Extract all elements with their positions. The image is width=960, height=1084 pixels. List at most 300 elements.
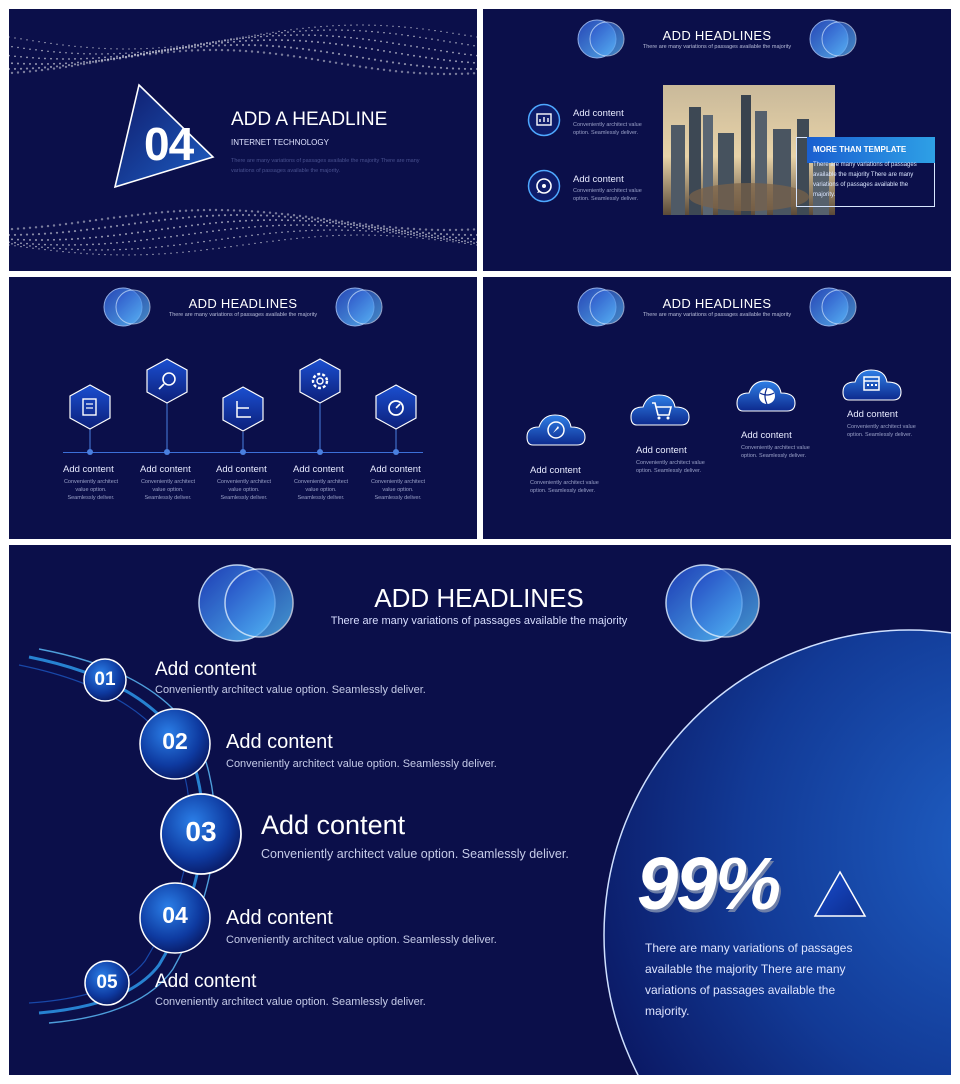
wave-dot (110, 254, 111, 255)
wave-dot (167, 49, 169, 51)
item-desc: Seamlessly deliver. (297, 495, 345, 501)
wave-dot (134, 240, 136, 242)
wave-dot (434, 233, 436, 235)
timeline-item (140, 464, 196, 502)
slide-5 (9, 545, 951, 1075)
wave-dot (239, 209, 241, 211)
wave-dot (284, 34, 286, 36)
wave-dot (116, 48, 117, 49)
wave-dot (428, 48, 430, 50)
wave-dot (167, 51, 169, 53)
wave-dot (206, 215, 208, 217)
wave-dot (62, 251, 63, 252)
cloud-item (530, 465, 599, 495)
wave-dot (74, 46, 75, 47)
wave-dot (356, 234, 357, 235)
wave-dot (341, 220, 343, 222)
wave-dot (266, 225, 268, 227)
wave-dot (281, 54, 283, 56)
item-title: Add content (741, 430, 792, 441)
wave-dot (455, 240, 456, 241)
wave-dot (134, 254, 135, 255)
wave-dot (377, 68, 379, 70)
wave-dot (128, 48, 129, 49)
wave-dot (422, 65, 424, 67)
rings-left-decoration (199, 565, 293, 641)
wave-dot (65, 62, 67, 64)
wave-dot (425, 234, 427, 236)
wave-dot (77, 61, 79, 63)
item-number: 04 (162, 902, 188, 928)
wave-dot (65, 52, 66, 53)
wave-dot (431, 38, 432, 39)
wave-dot (269, 219, 271, 221)
wave-dot (281, 32, 282, 33)
wave-dot (455, 73, 457, 75)
wave-dot (17, 47, 18, 48)
wave-dot (41, 63, 43, 65)
wave-dot (386, 25, 387, 26)
wave-dot (332, 35, 334, 37)
wave-dot (380, 227, 382, 229)
wave-dot (248, 35, 249, 36)
wave-dot (422, 235, 424, 237)
wave-dot (449, 60, 451, 62)
wave-dot (236, 44, 238, 46)
wave-dot (77, 53, 78, 54)
wave-dot (413, 232, 415, 234)
wave-dot (437, 235, 439, 237)
wave-dot (275, 53, 277, 55)
wave-dot (17, 244, 18, 245)
wave-dot (221, 49, 223, 51)
wave-dot (212, 42, 214, 44)
wave-dot (413, 228, 415, 230)
wave-dot (203, 209, 205, 211)
wave-dot (68, 244, 70, 246)
item-title: Add content (573, 108, 624, 119)
wave-dot (461, 43, 462, 44)
wave-dot (287, 54, 289, 56)
percent-body-line: There are many variations of passages (645, 941, 853, 955)
wave-dot (80, 58, 82, 60)
wave-dot (206, 249, 207, 250)
wave-dot (260, 226, 262, 228)
item-desc: option. Seamlessly deliver. (573, 196, 639, 202)
wave-dot (122, 56, 124, 58)
wave-dot (14, 245, 15, 246)
wave-dot (62, 65, 64, 67)
wave-dot (74, 244, 76, 246)
wave-dot (449, 236, 451, 238)
wave-dot (26, 243, 28, 245)
chart-icon (527, 103, 561, 137)
wave-dot (203, 241, 204, 242)
wave-dot (107, 59, 109, 61)
wave-dot (98, 254, 99, 255)
wave-dot (113, 234, 115, 236)
wave-dot (53, 239, 55, 241)
wave-dot (251, 40, 253, 42)
wave-dot (335, 43, 337, 45)
wave-dot (137, 232, 139, 234)
wave-dot (263, 219, 265, 221)
wave-dot (314, 219, 316, 221)
wave-dot (365, 47, 367, 49)
wave-dot (263, 233, 264, 234)
wave-dot (53, 224, 55, 226)
item-title: Add content (226, 731, 333, 753)
wave-dot (83, 61, 85, 63)
wave-dot (131, 232, 133, 234)
wave-dot (329, 42, 331, 44)
wave-dot (374, 25, 375, 26)
wave-dot (236, 214, 238, 216)
wave-dot (401, 231, 403, 233)
wave-dot (9, 244, 10, 245)
wave-dot (452, 239, 454, 241)
wave-dot (26, 247, 27, 248)
item-title: Add content (155, 971, 257, 992)
wave-dot (254, 243, 255, 244)
wave-dot (353, 222, 355, 224)
wave-dot (83, 63, 85, 65)
wave-dot (116, 242, 118, 244)
wave-dot (38, 243, 40, 245)
slide-headline: ADD A HEADLINE (231, 109, 388, 130)
item-desc: value option. (152, 487, 184, 493)
wave-dot (332, 25, 333, 26)
wave-dot (14, 242, 16, 244)
wave-dot (209, 49, 211, 51)
wave-dot (56, 44, 57, 45)
wave-dot (476, 234, 477, 236)
wave-dot (23, 71, 25, 73)
wave-dot (215, 209, 217, 211)
wave-dot (104, 243, 106, 245)
wave-dot (293, 39, 295, 41)
wave-dot (287, 231, 288, 232)
wave-dot (206, 231, 208, 233)
wave-dot (338, 221, 340, 223)
wave-dot (149, 230, 151, 232)
wave-dot (98, 60, 100, 62)
wave-dot (371, 48, 373, 50)
wave-dot (467, 238, 469, 240)
wave-dot (230, 39, 232, 41)
wave-dot (194, 250, 195, 251)
wave-dot (47, 68, 49, 70)
wave-dot (377, 49, 379, 51)
wave-dot (137, 52, 138, 53)
wave-dot (191, 209, 193, 211)
wave-dot (134, 54, 136, 56)
wave-dot (353, 45, 355, 47)
wave-dot (98, 227, 100, 229)
wave-dot (212, 248, 213, 249)
slide-3 (9, 277, 477, 539)
wave-dot (239, 40, 241, 42)
wave-dot (206, 45, 208, 47)
wave-dot (419, 37, 420, 38)
wave-dot (245, 50, 247, 52)
wave-dot (143, 247, 144, 248)
wave-dot (236, 245, 237, 246)
wave-dot (389, 69, 391, 71)
wave-dot (338, 25, 339, 26)
wave-dot (374, 59, 376, 61)
wave-dot (146, 221, 148, 223)
wave-dot (422, 47, 424, 49)
wave-dot (9, 55, 10, 57)
wave-dot (212, 215, 214, 217)
wave-dot (140, 254, 141, 255)
slide-subtitle: There are many variations of passages available the majority (168, 312, 318, 318)
wave-dot (269, 52, 271, 54)
wave-dot (32, 243, 34, 245)
wave-dot (407, 71, 409, 73)
item-desc: option. Seamlessly deliver. (573, 130, 639, 136)
wave-dot (95, 249, 96, 250)
wave-dot (296, 238, 297, 239)
item-desc: Conveniently architect value option. Seamlessly deliver. (226, 758, 497, 770)
wave-dot (410, 45, 412, 47)
wave-dot (344, 222, 346, 224)
wave-dot (107, 235, 109, 237)
wave-dot (317, 59, 319, 61)
list-item (261, 810, 569, 861)
wave-dot (62, 231, 64, 233)
wave-dot (377, 227, 379, 229)
wave-dot (128, 254, 129, 255)
item-desc: Seamlessly deliver. (220, 495, 268, 501)
wave-dot (434, 49, 436, 51)
wave-dot (23, 239, 25, 241)
wave-dot (185, 46, 187, 48)
wave-dot (377, 31, 378, 32)
wave-dot (62, 44, 63, 45)
wave-dot (305, 57, 307, 59)
wave-dot (92, 244, 94, 246)
wave-dot (362, 225, 364, 227)
wave-dot (167, 228, 169, 230)
wave-dot (455, 229, 457, 231)
wave-dot (338, 36, 340, 38)
wave-dot (452, 33, 453, 34)
slide-headline: ADD HEADLINES (188, 296, 298, 311)
wave-dot (461, 241, 462, 242)
wave-dot (149, 212, 151, 214)
wave-dot (38, 41, 39, 42)
wave-dot (65, 248, 66, 249)
wave-dot (392, 42, 394, 44)
wave-dot (47, 239, 49, 241)
wave-dot (344, 36, 346, 38)
wave-dot (449, 239, 450, 240)
wave-dot (107, 53, 108, 54)
wave-dot (476, 241, 477, 243)
wave-dot (278, 35, 280, 37)
item-title: Add content (573, 174, 624, 185)
wave-dot (218, 230, 220, 232)
wave-dot (146, 52, 148, 54)
wave-dot (164, 253, 165, 254)
wave-dot (473, 72, 475, 74)
wave-dot (302, 217, 304, 219)
wave-dot (176, 217, 178, 219)
wave-dot (419, 56, 421, 58)
wave-dot (86, 62, 88, 64)
wave-dot (416, 65, 418, 67)
wave-dot (152, 48, 153, 49)
item-desc: Conveniently architect value option. Seamlessly deliver. (261, 847, 569, 861)
card-title: MORE THAN TEMPLATE (813, 145, 907, 154)
wave-dot (335, 229, 336, 230)
wave-dot (95, 61, 97, 63)
wave-dot (224, 44, 226, 46)
wave-dot (164, 50, 166, 52)
wave-dot (176, 48, 178, 50)
wave-dot (341, 63, 343, 65)
wave-dot (311, 58, 313, 60)
wave-dot (299, 220, 301, 222)
wave-dot (248, 37, 250, 39)
wave-dot (41, 246, 42, 247)
item-desc: option. Seamlessly deliver. (530, 488, 596, 494)
item-desc: option. Seamlessly deliver. (847, 432, 913, 438)
wave-dot (224, 214, 226, 216)
wave-dot (47, 247, 48, 248)
wave-dot (260, 44, 262, 46)
wave-dot (110, 56, 112, 58)
wave-dot (260, 214, 262, 216)
wave-dot (125, 215, 127, 217)
item-title: Add content (63, 464, 114, 475)
wave-dot (359, 46, 361, 48)
wave-dot (263, 211, 265, 213)
wave-dot (29, 239, 31, 241)
wave-dot (23, 48, 24, 49)
wave-dot (455, 60, 457, 62)
wave-dot (284, 46, 286, 48)
wave-dot (170, 218, 172, 220)
wave-dot (455, 237, 457, 239)
item-title: Add content (293, 464, 344, 475)
wave-dot (404, 230, 406, 232)
wave-dot (410, 64, 412, 66)
wave-dot (62, 244, 64, 246)
wave-dot (248, 244, 249, 245)
wave-dot (449, 73, 451, 75)
wave-dot (419, 235, 420, 236)
wave-dot (329, 229, 330, 230)
wave-dot (251, 210, 253, 212)
wave-dot (53, 67, 55, 69)
wave-dot (56, 244, 58, 246)
wave-dot (35, 239, 37, 241)
item-desc: Conveniently architect value (847, 424, 916, 430)
wave-dot (209, 222, 211, 224)
wave-dot (227, 39, 228, 40)
wave-dot (44, 233, 46, 235)
wave-dot (452, 234, 454, 236)
wave-dot (296, 28, 297, 29)
wave-dot (416, 231, 418, 233)
wave-dot (128, 241, 130, 243)
wave-dot (305, 216, 307, 218)
item-title: Add content (140, 464, 191, 475)
wave-dot (14, 234, 16, 236)
wave-dot (350, 226, 352, 228)
wave-dot (470, 54, 472, 56)
wave-dot (113, 249, 114, 250)
slide-subtitle: There are many variations of passages available the majority (330, 615, 628, 627)
timeline-item (216, 464, 272, 502)
wave-dot (365, 223, 367, 225)
wave-dot (272, 35, 274, 37)
wave-dot (257, 51, 259, 53)
wave-dot (215, 42, 217, 44)
wave-dot (77, 221, 79, 223)
item-desc: Conveniently architect value (573, 122, 642, 128)
wave-dot (245, 40, 247, 42)
wave-dot (317, 29, 318, 30)
wave-dot (122, 224, 124, 226)
wave-dot (332, 221, 334, 223)
wave-dot (254, 35, 255, 36)
wave-dot (305, 40, 307, 42)
slide-2 (483, 9, 951, 271)
wave-dot (269, 212, 271, 214)
wave-dot (278, 45, 280, 47)
wave-dot (56, 65, 58, 67)
wave-dot (323, 29, 324, 30)
wave-dot (53, 247, 54, 248)
wave-dot (92, 253, 93, 254)
wave-dot (290, 34, 292, 36)
wave-dot (272, 225, 274, 227)
wave-dot (152, 51, 154, 53)
item-desc: Conveniently architect value (573, 188, 642, 194)
wave-dot (323, 221, 325, 223)
item-number: 01 (94, 669, 116, 690)
wave-dot (446, 241, 447, 242)
wave-dot (59, 63, 61, 65)
wave-dot (227, 41, 229, 43)
wave-dot (143, 51, 144, 52)
wave-dot (308, 34, 310, 36)
wave-dot (392, 26, 393, 27)
wave-dot (287, 213, 289, 215)
wave-dot (266, 241, 267, 242)
wave-dot (368, 228, 370, 230)
wave-dot (299, 215, 301, 217)
wave-dot (416, 28, 417, 29)
wave-dot (209, 209, 211, 211)
wave-dot (164, 237, 166, 239)
wave-dot (341, 44, 343, 46)
wave-dot (428, 232, 430, 234)
wave-dot (440, 31, 441, 32)
wave-dot (395, 230, 397, 232)
wave-dot (116, 55, 118, 57)
wave-dot (20, 38, 21, 39)
wave-dot (83, 249, 84, 250)
wave-dot (29, 70, 31, 72)
slide-headline: ADD HEADLINES (374, 583, 584, 613)
wave-dot (92, 57, 94, 59)
wave-dot (104, 57, 106, 59)
